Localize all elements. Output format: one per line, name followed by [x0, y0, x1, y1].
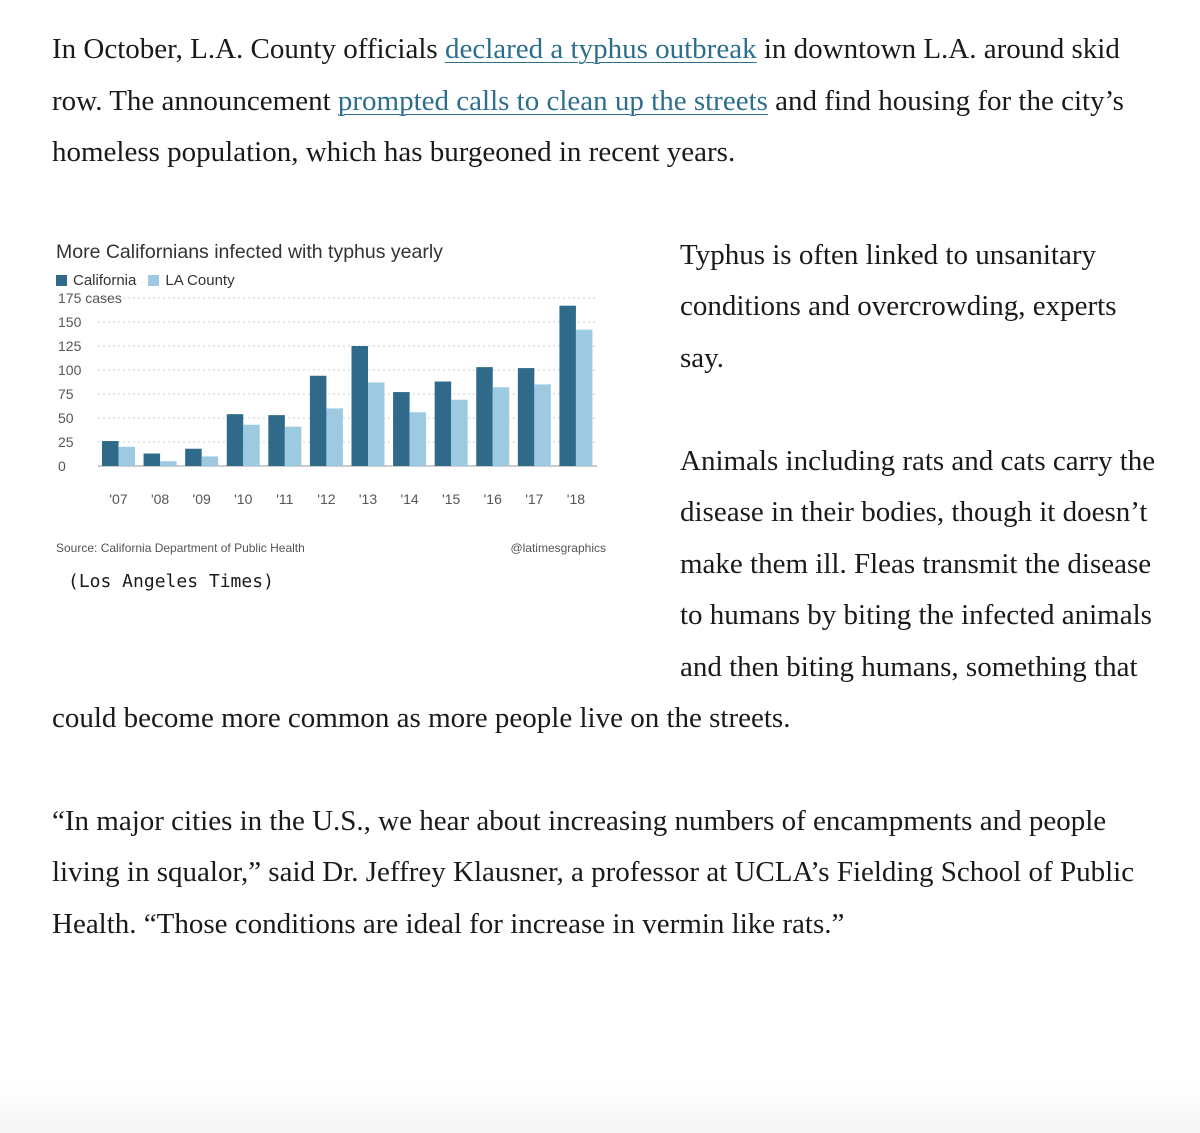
- bar-california: [352, 346, 369, 466]
- x-tick-label: '16: [483, 490, 502, 507]
- y-tick-label: 150: [58, 313, 82, 330]
- legend-swatch-california: [56, 275, 67, 286]
- bar-la-county: [285, 426, 302, 465]
- link-typhus-outbreak[interactable]: declared a typhus outbreak: [444, 33, 757, 65]
- bar-la-county: [243, 424, 260, 465]
- x-tick-label: '12: [317, 490, 336, 507]
- x-tick-label: '10: [234, 490, 253, 507]
- bar-california: [102, 441, 119, 466]
- legend-label-la-county: LA County: [165, 271, 235, 289]
- paragraph-text: in downtown L.A. around skid row. The announcement: [52, 33, 1120, 117]
- bar-california: [435, 381, 452, 465]
- bar-la-county: [410, 412, 427, 466]
- bar-la-county: [368, 382, 385, 466]
- bar-la-county: [576, 329, 593, 465]
- bar-california: [227, 414, 244, 466]
- y-tick-label: 100: [58, 361, 82, 378]
- y-tick-label: 125: [58, 337, 82, 354]
- paragraph-sentence: Typhus is often linked to unsanitary conditions and overcrowding, experts say.: [680, 238, 1117, 374]
- bar-la-county: [202, 456, 219, 466]
- chart-title: More Californians infected with typhus yearly: [56, 240, 443, 263]
- figure-caption: (Los Angeles Times): [68, 570, 274, 592]
- bar-california: [310, 375, 327, 465]
- bar-la-county: [326, 408, 343, 466]
- paragraph-text: and find housing for the city’s homeless population, which has burgeoned in recent years.: [52, 84, 1124, 168]
- x-tick-label: '07: [109, 490, 128, 507]
- y-tick-label: 175 cases: [58, 289, 122, 306]
- bar-california: [268, 415, 285, 466]
- bar-california: [476, 367, 493, 466]
- bar-la-county: [451, 399, 468, 465]
- y-tick-label: 25: [58, 433, 74, 450]
- paragraph-sentence: Animals including rats and cats carry the disease in their bodies, though it doesn’t make them ill. Fleas transmit the disease to humans by biting the infected animals and then biting humans, something that could become more common as more people live on the streets.: [52, 444, 1156, 734]
- chart-source: Source: California Department of Public Health: [56, 540, 305, 555]
- bar-california: [559, 305, 576, 465]
- bar-la-county: [493, 387, 510, 466]
- x-tick-label: '08: [150, 490, 170, 507]
- y-tick-label: 50: [58, 409, 74, 426]
- article-body: [52, 24, 1162, 950]
- paragraph-outbreak: [52, 24, 1162, 179]
- legend-item-california: [56, 271, 136, 291]
- bar-la-county: [534, 384, 551, 466]
- y-tick-label: 0: [58, 457, 66, 474]
- bar-chart: [52, 290, 622, 522]
- bar-la-county: [160, 461, 177, 466]
- bar-california: [518, 368, 535, 466]
- x-tick-label: '13: [358, 490, 378, 507]
- link-clean-up-streets[interactable]: prompted calls to clean up the streets: [337, 84, 768, 117]
- paragraph-text: In October, L.A. County officials: [52, 33, 445, 65]
- y-tick-label: 75: [58, 385, 74, 402]
- chart-figure: [52, 230, 622, 691]
- chart-credit: @latimesgraphics: [510, 540, 606, 555]
- x-tick-label: '09: [192, 490, 211, 507]
- legend-item-la-county: [148, 271, 234, 291]
- bottom-fade: [0, 1083, 1200, 1133]
- x-tick-label: '14: [400, 490, 419, 507]
- bar-california: [393, 392, 410, 466]
- bar-california: [144, 453, 161, 465]
- bar-la-county: [119, 446, 136, 465]
- chart-legend: [56, 271, 235, 291]
- x-tick-label: '15: [442, 490, 461, 507]
- x-tick-label: '18: [566, 490, 586, 507]
- x-tick-label: '17: [525, 490, 544, 507]
- legend-swatch-la-county: [148, 275, 159, 286]
- bar-california: [185, 448, 202, 465]
- legend-label-california: California: [73, 271, 137, 289]
- paragraph-quote: “In major cities in the U.S., we hear about increasing numbers of encampments and people living in squalor,” said Dr. Jeffrey Klausner, a professor at UCLA’s Fielding School of Public Health. “Those conditions are ideal for increase in vermin like rats.”: [52, 804, 1135, 940]
- x-tick-label: '11: [276, 490, 294, 507]
